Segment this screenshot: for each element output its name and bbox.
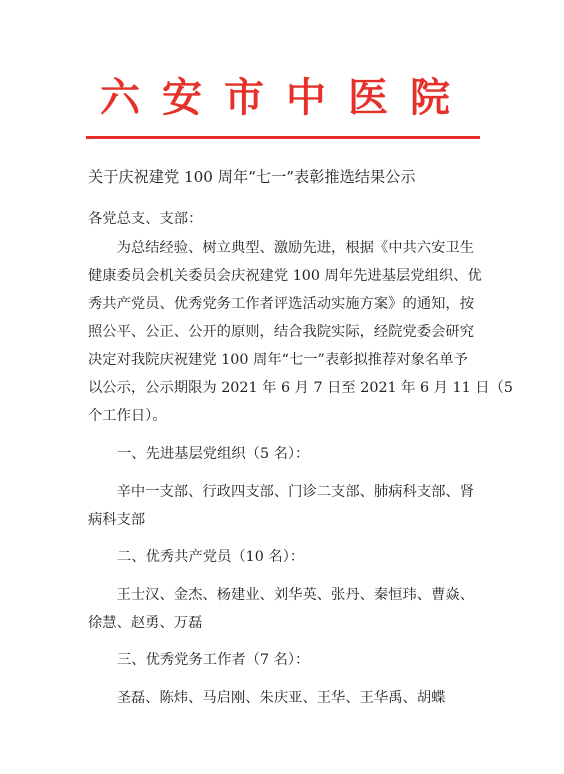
paragraph-line: 照公平、公正、公开的原则，结合我院实际，经院党委会研究 bbox=[88, 324, 475, 340]
paragraph-line: 健康委员会机关委员会庆祝建党 100 周年先进基层党组织、优 bbox=[88, 268, 482, 284]
section-line: 圣磊、陈炜、马启刚、朱庆亚、王华、王华禹、胡蝶 bbox=[88, 690, 446, 706]
section-line: 病科支部 bbox=[88, 512, 146, 528]
red-header-rule bbox=[86, 136, 480, 139]
section-heading: 一、先进基层党组织（5 名）： bbox=[117, 446, 310, 462]
section-line: 辛中一支部、行政四支部、门诊二支部、肺病科支部、肾 bbox=[88, 484, 475, 500]
paragraph-line: 秀共产党员、优秀党务工作者评选活动实施方案》的通知，按 bbox=[88, 296, 475, 312]
paragraph-line: 个工作日）。 bbox=[88, 408, 167, 424]
paragraph-line: 为总结经验、树立典型、激励先进，根据《中共六安卫生 bbox=[88, 240, 475, 256]
org-name-header: 六安市中医院 bbox=[100, 74, 472, 121]
salutation: 各党总支、支部： bbox=[88, 211, 203, 227]
notice-title: 关于庆祝建党 100 周年“七一”表彰推选结果公示 bbox=[88, 168, 416, 186]
section-line: 徐慧、赵勇、万磊 bbox=[88, 615, 203, 631]
paragraph-line: 以公示，公示期限为 2021 年 6 月 7 日至 2021 年 6 月 11 日（5 bbox=[88, 380, 513, 396]
section-heading: 三、优秀党务工作者（7 名）： bbox=[117, 652, 310, 668]
section-line: 王士汉、金杰、杨建业、刘华英、张丹、秦恒玮、曹焱、 bbox=[88, 587, 475, 603]
paragraph-line: 决定对我院庆祝建党 100 周年“七一”表彰拟推荐对象名单予 bbox=[88, 352, 468, 368]
section-heading: 二、优秀共产党员（10 名）： bbox=[117, 549, 305, 565]
